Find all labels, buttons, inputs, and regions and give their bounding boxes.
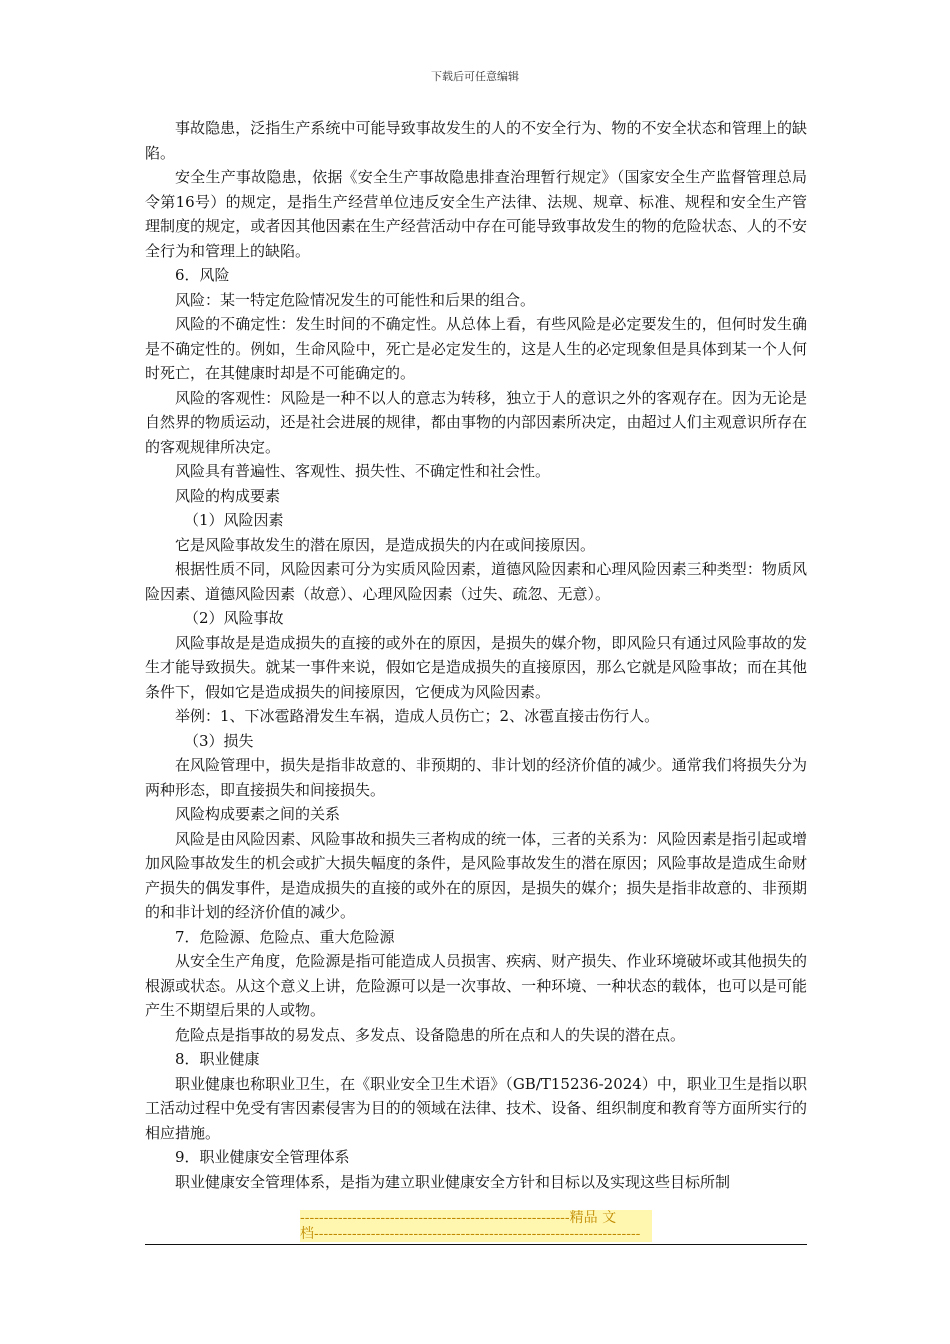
subheading: 风险的构成要素 [175, 486, 281, 505]
paragraph: 风险事故是是造成损失的直接的或外在的原因，是损失的媒介物，即风险只有通过风险事故的发生才能导致损失。就某一事件来说，假如它是造成损失的直接原因，那么它就是风险事故；而在其他条件下，假如它是造成损失的间接原因，它便成为风险因素。 [145, 633, 807, 701]
paragraph: 风险：某一特定危险情况发生的可能性和后果的组合。 [175, 290, 536, 309]
paragraph: 根据性质不同，风险因素可分为实质风险因素，道德风险因素和心理风险因素三种类型：物质风险因素、道德风险因素（故意）、心理风险因素（过失、疏忽、无意）。 [145, 560, 807, 603]
section-heading: 7．危险源、危险点、重大危险源 [175, 927, 395, 946]
document-body [145, 116, 807, 1194]
paragraph: 风险是由风险因素、风险事故和损失三者构成的统一体，三者的关系为：风险因素是指引起或增加风险事故发生的机会或扩大损失幅度的条件，是风险事故发生的潜在原因；风险事故是造成生命财产损失的偶发事件，是造成损失的直接的或外在的原因，是损失的媒介；损失是指非故意的、非预期的和非计划的经济价值的减少。 [145, 829, 807, 921]
paragraph: 举例：1、下冰雹路滑发生车祸，造成人员伤亡；2、冰雹直接击伤行人。 [175, 707, 660, 725]
section-heading: 6．风险 [175, 266, 230, 284]
section-heading: 8．职业健康 [175, 1050, 260, 1068]
section-heading: 9．职业健康安全管理体系 [175, 1148, 350, 1166]
paragraph: 风险具有普遍性、客观性、损失性、不确定性和社会性。 [175, 462, 551, 480]
footer-line-1: ---------------------------------------------------------精品 文 [300, 1210, 617, 1226]
subheading: （3）损失 [184, 731, 254, 750]
paragraph: 从安全生产角度，危险源是指可能造成人员损害、疾病、财产损失、作业环境破坏或其他损失的根源或状态。从这个意义上讲，危险源可以是一次事故、一种环境、一种状态的载体，也可以是可能产生不期望后果的人或物。 [145, 952, 807, 1019]
paragraph: 职业健康安全管理体系，是指为建立职业健康安全方针和目标以及实现这些目标所制 [175, 1172, 731, 1191]
paragraph: 事故隐患，泛指生产系统中可能导致事故发生的人的不安全行为、物的不安全状态和管理上的缺陷。 [145, 119, 807, 162]
paragraph: 职业健康也称职业卫生，在《职业安全卫生术语》（GB/T15236-2024）中，职业卫生是指以职工活动过程中免受有害因素侵害为目的的领域在法律、技术、设备、组织制度和教育等方面所实行的相应措施。 [145, 1074, 807, 1142]
footer-watermark [300, 1210, 652, 1242]
subheading: （1）风险因素 [184, 511, 284, 529]
footer-divider [145, 1244, 807, 1245]
paragraph: 风险的客观性：风险是一种不以人的意志为转移，独立于人的意识之外的客观存在。因为无论是自然界的物质运动，还是社会进展的规律，都由事物的内部因素所决定，由超过人们主观意识所存在的客观规律所决定。 [145, 388, 807, 456]
page-header: 下载后可任意编辑 [431, 70, 519, 83]
subheading: 风险构成要素之间的关系 [175, 805, 341, 823]
footer-line-2: 档--------------------------------------------------------------------- [300, 1226, 641, 1242]
paragraph: 在风险管理中，损失是指非故意的、非预期的、非计划的经济价值的减少。通常我们将损失分为两种形态，即直接损失和间接损失。 [145, 756, 807, 799]
subheading: （2）风险事故 [184, 609, 284, 627]
paragraph: 风险的不确定性：发生时间的不确定性。从总体上看，有些风险是必定要发生的，但何时发生确是不确定性的。例如，生命风险中，死亡是必定发生的，这是人生的必定现象但是具体到某一个人何时死亡，在其健康时却是不可能确定的。 [145, 315, 807, 382]
paragraph: 安全生产事故隐患，依据《安全生产事故隐患排查治理暂行规定》（国家安全生产监督管理总局令第16号）的规定，是指生产经营单位违反安全生产法律、法规、规章、标准、规程和安全生产管理制度的规定，或者因其他因素在生产经营活动中存在可能导致事故发生的物的危险状态、人的不安全行为和管理上的缺陷。 [145, 168, 807, 260]
paragraph: 它是风险事故发生的潜在原因，是造成损失的内在或间接原因。 [175, 535, 596, 554]
paragraph: 危险点是指事故的易发点、多发点、设备隐患的所在点和人的失误的潜在点。 [175, 1025, 686, 1044]
